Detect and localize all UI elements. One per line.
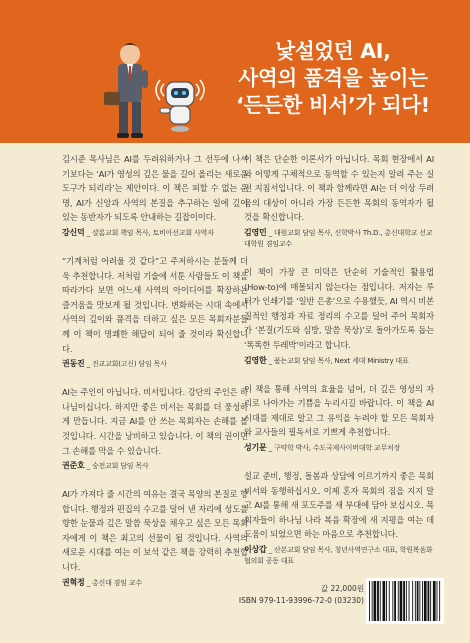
endorsement-text: AI는 주인이 아닙니다. 비서입니다. 강단의 주인은 하나님이십니다. 하지만 좋은 비서는 목회를 더 풍성하게 만듭니다. 지금 AI를 안 쓰는 목회자는 손해를 볼 것입니다. 시간을 낭비하고 있습니다. 이 책의 권이면 그 손해를 막을 수 있습니다.: [62, 387, 248, 456]
endorser: [62, 577, 248, 589]
endorsement: [62, 152, 248, 239]
endorser-name: 성기문: [244, 442, 267, 452]
headline-line-3: ‘든든한 비서’가 되다!: [236, 93, 430, 117]
endorsement: [62, 487, 248, 589]
endorser-name: 권준호: [62, 461, 85, 471]
barcode-icon: [366, 578, 444, 624]
endorser-role: _ 샬롬교회 책임 목사, 토비아선교회 사역자: [86, 228, 214, 237]
robot-icon: [156, 80, 204, 132]
endorsement-text: 김시준 목사님은 AI를 두려워하거나 그 선두에 나서기보다는 ‘AI가 영성의 깊은 물을 길어 올리는 새로운 도구가 되리라’는 제안이다. 이 책은 피할 수 없는 운명, AI가 신앙과 사역의 본질을 추구하는 일에 깊이 있는 동반자가 되도록 안내하는 길잡이이다.: [62, 154, 248, 223]
endorser: [244, 442, 434, 454]
header-banner: [0, 0, 470, 143]
endorser-role: _ 산본교회 담임 목사, 청년사역연구소 대표, 학원복음화협의회 공동 대표: [244, 545, 433, 565]
isbn-label: ISBN 979-11-93996-72-0 (03230): [238, 596, 364, 605]
endorsement-text: 이 책을 통해 사역의 효율을 넘어, 더 깊은 영성의 자리로 나아가는 기쁨을 누리시길 바랍니다. 이 책을 AI 시대를 제대로 알고 그 유익을 누려야 할 모든 목회자와 교사들의 필독서로 기쁘게 추천합니다.: [244, 383, 434, 438]
right-endorsement-column: [244, 152, 434, 582]
endorser: [62, 358, 248, 370]
endorser-name: 이상갑: [244, 544, 267, 554]
endorser-role: _ 진교교회(고신) 담임 목사: [86, 360, 167, 369]
endorser-name: 김영한: [244, 355, 267, 365]
endorsement: [244, 265, 434, 367]
endorser-name: 김영민: [244, 227, 267, 237]
endorsement-text: AI가 가져다 줄 시간의 여유는 결국 목양의 본질로 향합니다. 행정과 편집의 수고를 덜어 낸 자리에 성도를 향한 눈물과 깊은 말씀 묵상을 채우고 싶은 모든 목회자에게 이 책은 최고의 선물이 될 것입니다. 사역의 새로운 시대를 여는 이 보석 같은 책을 강력히 추천합니다.: [62, 489, 248, 573]
price-label: 값 22,000원: [320, 584, 364, 593]
endorsement: [244, 382, 434, 454]
endorser: [62, 460, 248, 472]
endorsement-text: 이 책은 단순한 이론서가 아닙니다. 목회 현장에서 AI와 어떻게 구체적으로 동역할 수 있는지 알려 주는 실전 지침서입니다. 이 책과 함께라면 AI는 더 이상 두려움의 대상이 아니라 가장 든든한 목회의 동역자가 될 것을 확신합니다.: [244, 154, 434, 223]
endorser: [244, 355, 434, 367]
endorser-name: 강신덕: [62, 227, 85, 237]
endorser: [244, 544, 434, 567]
endorsement-text: “기계처럼 어려울 것 같다”고 주저하시는 분들께 더욱 추천합니다. 저처럼 기술에 서툰 사람들도 이 책을 따라가다 보면 어느새 사역의 아이디어를 확장하는 즐거움을 맛보게 될 것입니다. 변화하는 시대 속에서 사역의 깊이와 품격을 더하고 싶은 모든 목회자분들께 이 책이 명쾌한 해답이 되어 줄 것이라 확신합니다.: [62, 255, 248, 354]
headline-line-2: 사역의 품격을 높이는: [238, 66, 428, 90]
endorsement-text: 설교 준비, 행정, 돌봄과 상담에 이르기까지 좋은 목회 비서와 동행하십시오. 이제 혼자 목회의 짐을 지지 말고 AI를 통해 새 포도주를 새 부대에 담아 보십시오. 목회자들이 하나님 나라 복음 확장에 새 지평을 여는 데 도움이 되었으면 하는 마음으로 추천합니다.: [244, 470, 434, 540]
endorsement: [244, 469, 434, 567]
endorsement-text: 이 책이 가장 큰 미덕은 단순히 기술적인 활용법(How-to)에 매몰되지 않는다는 점입니다. 저자는 루터가 인쇄기를 ‘일반 은총’으로 수용했듯, AI 역시 비본질적인 행정과 자료 정리의 수고를 덜어 주어 목회자가 ‘본질(기도와 심방, 말씀 묵상)’로 돌아가도록 돕는 ‘똑똑한 두레박’이라고 합니다.: [244, 266, 434, 350]
businessman-robot-illustration: [92, 34, 212, 142]
left-endorsement-column: [62, 152, 248, 604]
endorser-role: _ 총신대 겸임 교수: [86, 578, 142, 587]
headline-line-1: 낯설었던 AI,: [275, 39, 391, 63]
headline: [202, 38, 464, 119]
endorser-role: _ 품는교회 담임 목사, Next 세대 Ministry 대표: [268, 356, 409, 365]
endorsement: [244, 152, 434, 250]
endorser: [244, 227, 434, 250]
endorser: [62, 227, 248, 239]
endorser-role: _ 구약학 박사, 수도국제사이버대학 교무처장: [268, 443, 401, 452]
endorser-role: _ 대원교회 담임 목사, 신학박사 Th.D., 총신대학교 선교대학원 겸임교수: [244, 228, 433, 248]
endorsement: [62, 254, 248, 370]
endorser-role: _ 숭전교회 담임 목사: [86, 462, 149, 471]
endorser-name: 권혁정: [62, 577, 85, 587]
endorsement: [62, 385, 248, 472]
endorser-name: 권동진: [62, 359, 85, 369]
businessman-icon: [104, 43, 148, 138]
